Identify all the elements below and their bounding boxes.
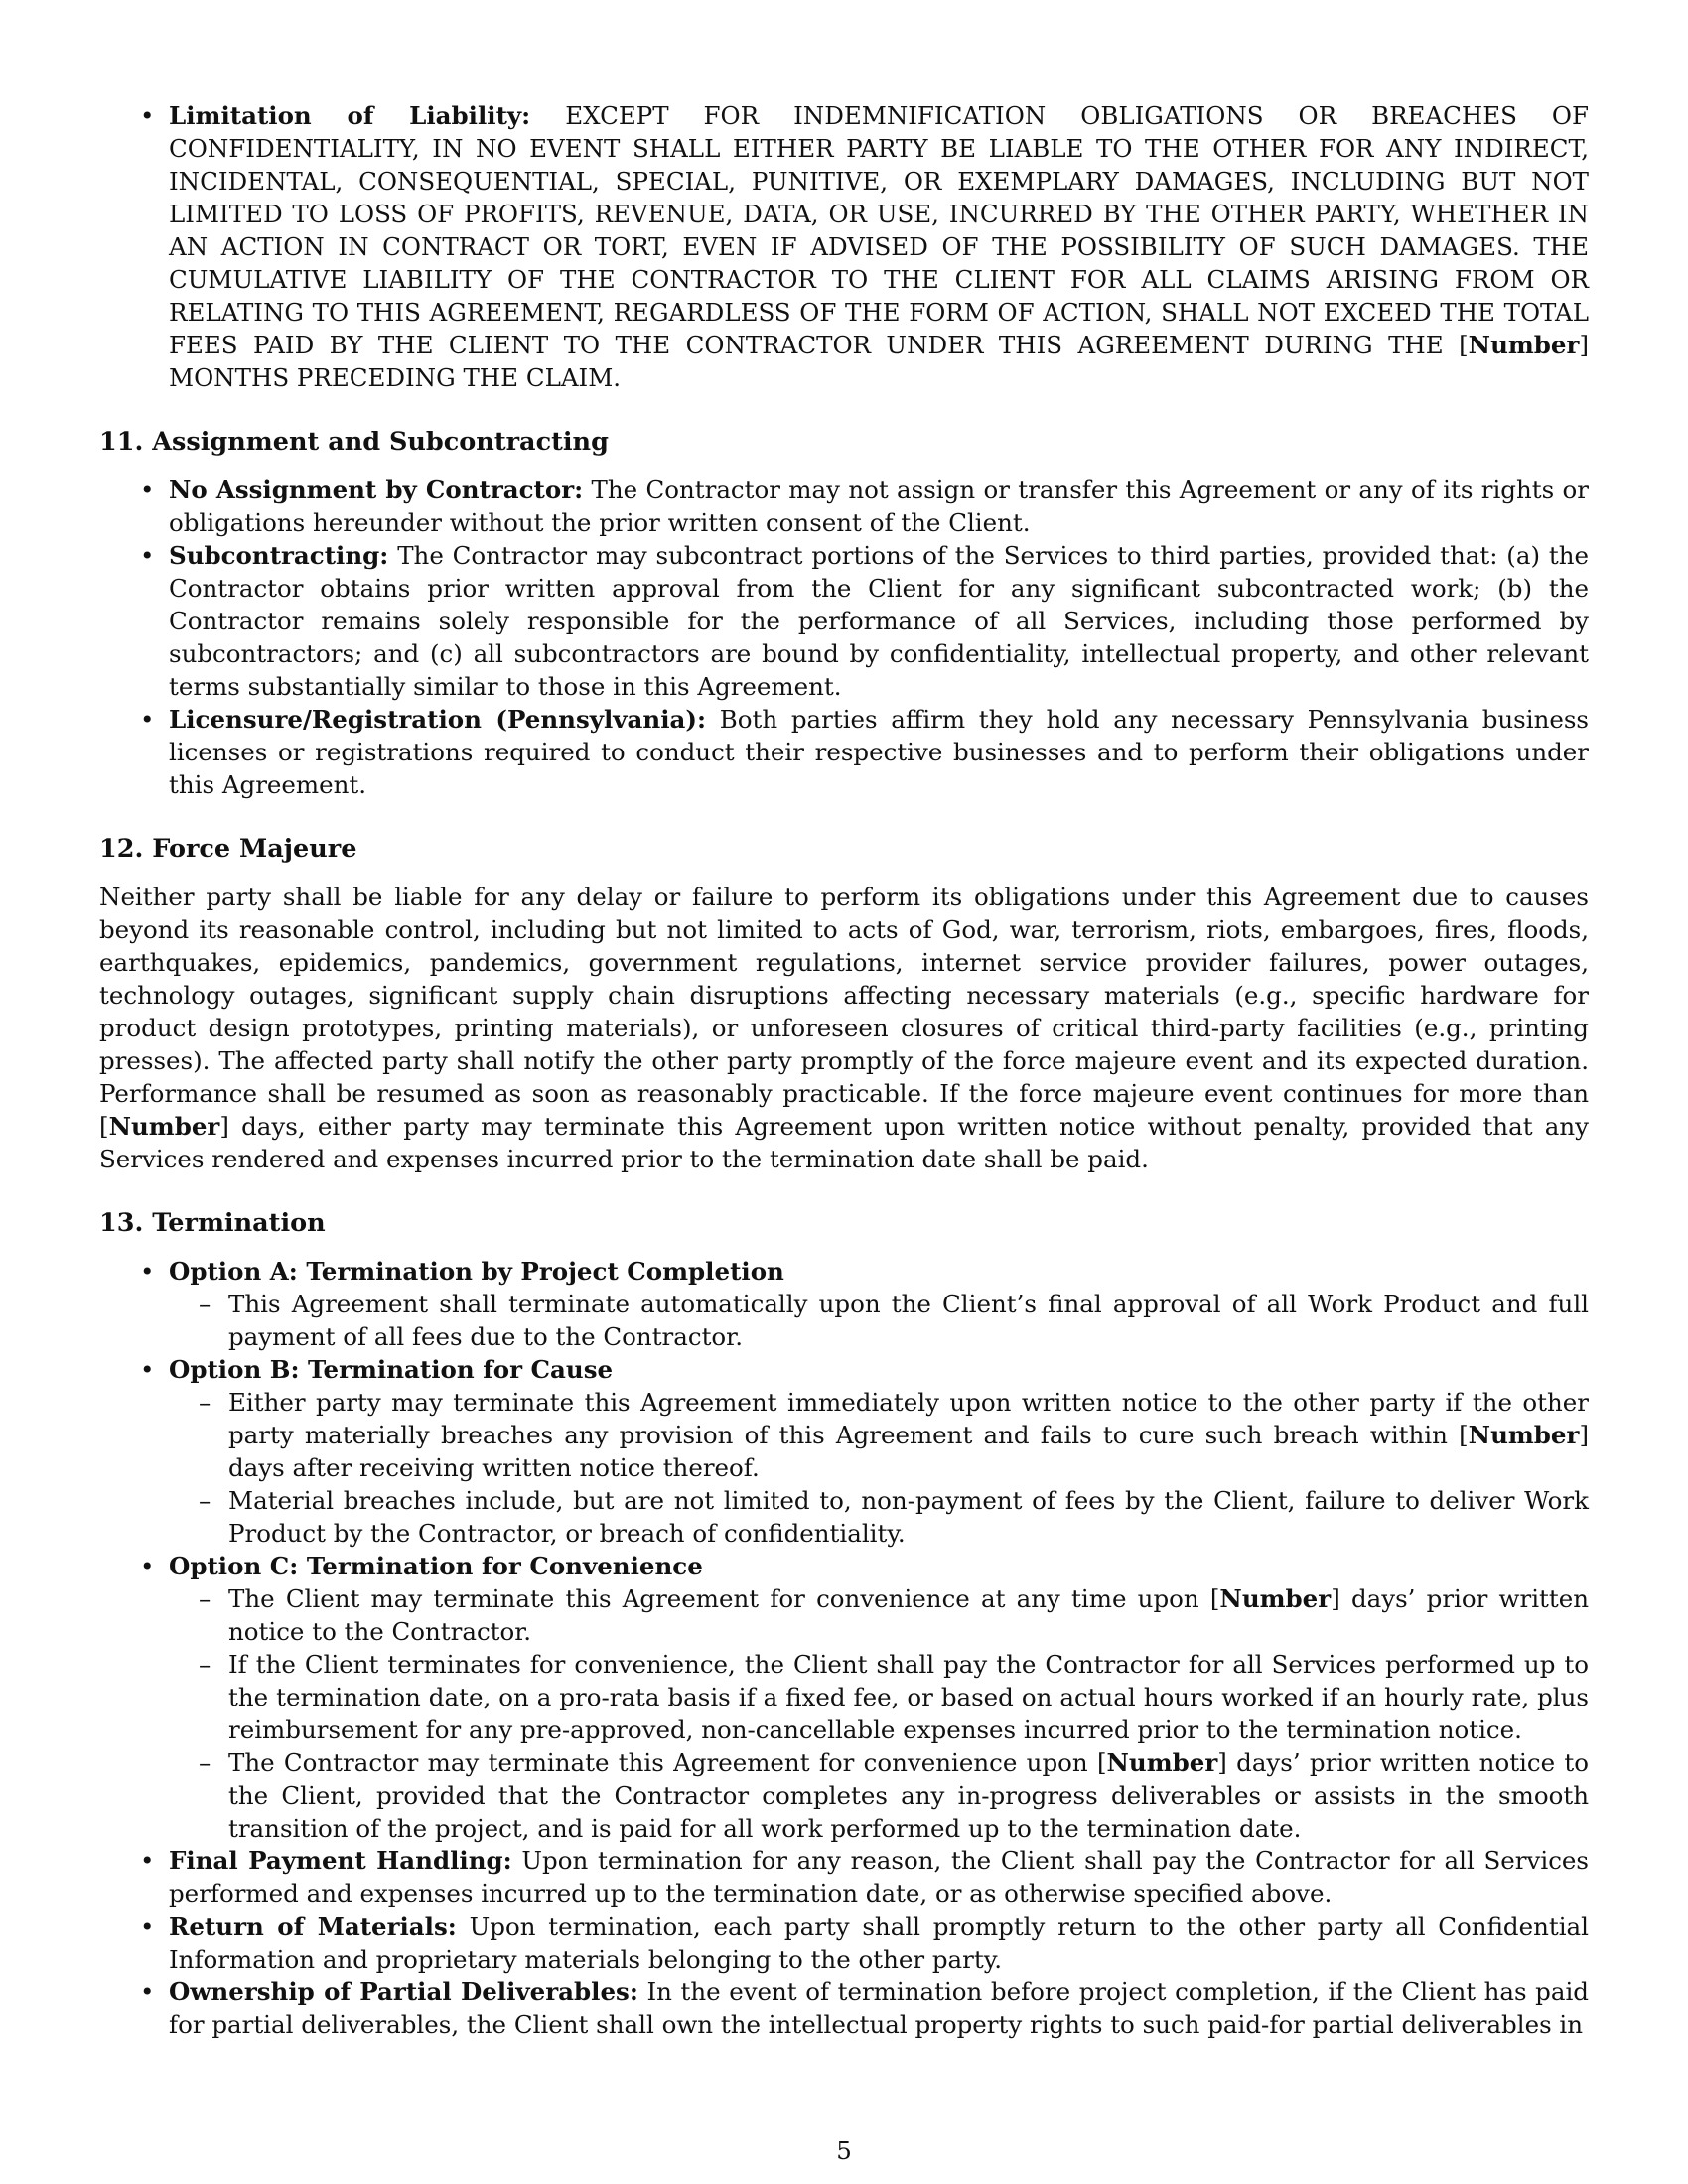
limitation-text: EXCEPT FOR INDEMNIFICATION OBLIGATIONS OR BREACHES OF CONFIDENTIALITY, IN NO EVENT SHALL EITHER PARTY BE LIABLE TO THE OTHER FOR ANY INDIRECT, INCIDENTAL, CONSEQUENTIAL, SPECIAL, PUNITIVE, OR EXEMPLARY DAMAGES, INCLUDING BUT NOT LIMITED TO LOSS OF PROFITS, REVENUE, DATA, OR USE, INCURRED BY THE OTHER PARTY, WHETHER IN AN ACTION IN CONTRACT OR TORT, EVEN IF ADVISED OF THE POSSIBILITY OF SUCH DAMAGES. THE CUMULATIVE LIABILITY OF THE CONTRACTOR TO THE CLIENT FOR ALL CLAIMS ARISING FROM OR RELATING TO THIS AGREEMENT, REGARDLESS OF THE FORM OF ACTION, SHALL NOT EXCEED THE TOTAL FEES PAID BY THE CLIENT TO THE CONTRACTOR UNDER THIS AGREEMENT DURING THE [ (169, 101, 1589, 359)
item-text: Upon termination, each party shall promptly return to the other party all Confidential Information and proprietary materials belonging to the other party. (169, 1912, 1590, 1974)
limitation-text-after: ] MONTHS PRECEDING THE CLAIM. (169, 331, 1589, 392)
item-text: Both parties affirm they hold any necessary Pennsylvania business licenses or registrations required to conduct their respective businesses and to perform their obligations under this Agreement. (169, 705, 1589, 799)
section-11-list (99, 474, 1589, 801)
list-item (169, 474, 1589, 539)
option-c-sublist (169, 1582, 1589, 1844)
limitation-placeholder: Number (1468, 331, 1580, 359)
sub-item (228, 1582, 1589, 1648)
force-majeure-text-after: ] days, either party may terminate this Agreement upon written notice without penalty, provided that any Services rendered and expenses incurred prior to the termination date shall be paid. (99, 1112, 1589, 1173)
item-text: The Contractor may subcontract portions of the Services to third parties, provided that: (a) the Contractor obtains prior written approval from the Client for any significant subcontracted work; (b) the Contractor remains solely responsible for the performance of all Services, including those performed by subcontractors; and (c) all subcontractors are bound by confidentiality, intellectual property, and other relevant terms substantially similar to those in this Agreement. (169, 541, 1589, 701)
limitation-label: Limitation of Liability: (169, 101, 531, 130)
option-b-label: Option B: Termination for Cause (169, 1355, 614, 1384)
ownership-item (169, 1976, 1589, 2041)
limitation-of-liability-item (169, 99, 1589, 394)
option-a-label: Option A: Termination by Project Completion (169, 1257, 784, 1286)
option-a-item (169, 1255, 1589, 1353)
sub-item-text-after: ] days after receiving written notice thereof. (228, 1421, 1589, 1482)
return-materials-item (169, 1910, 1589, 1976)
list-item (169, 539, 1589, 703)
sub-item-placeholder: Number (1468, 1421, 1580, 1449)
item-label: Return of Materials: (169, 1912, 457, 1941)
item-label: Licensure/Registration (Pennsylvania): (169, 705, 707, 734)
option-c-item (169, 1550, 1589, 1844)
sub-item-text-after: ] days’ prior written notice to the Client, provided that the Contractor completes any in-progress deliverables or assists in the smooth transition of the project, and is paid for all work performed up to the termination date. (228, 1748, 1589, 1843)
section-13-heading: 13. Termination (99, 1208, 326, 1238)
item-text: In the event of termination before project completion, if the Client has paid for partial deliverables, the Client shall own the intellectual property rights to such paid-for partial deliverables in (169, 1978, 1589, 2039)
sub-item-placeholder: Number (1106, 1748, 1218, 1777)
document-body (99, 99, 1589, 2041)
item-label: Final Payment Handling: (169, 1846, 512, 1875)
sub-item (228, 1746, 1589, 1844)
force-majeure-text: Neither party shall be liable for any delay or failure to perform its obligations under this Agreement due to causes beyond its reasonable control, including but not limited to acts of God, war, terrorism, riots, embargoes, fires, floods, earthquakes, epidemics, pandemics, government regulations, internet service provider failures, power outages, technology outages, significant supply chain disruptions affecting necessary materials (e.g., specific hardware for product design prototypes, printing materials), or unforeseen closures of critical third-party facilities (e.g., printing presses). The affected party shall notify the other party promptly of the force majeure event and its expected duration. Performance shall be resumed as soon as reasonably practicable. If the force majeure event continues for more than [ (99, 883, 1589, 1141)
sub-item-text: The Contractor may terminate this Agreement for convenience upon [ (228, 1748, 1107, 1777)
sub-item-text-after: ] days’ prior written notice to the Contractor. (228, 1584, 1590, 1646)
force-majeure-paragraph (99, 881, 1589, 1175)
sub-item-text: The Client may terminate this Agreement for convenience at any time upon [ (228, 1584, 1220, 1613)
section-13-list (99, 1255, 1589, 2041)
option-b-sublist (169, 1386, 1589, 1550)
option-c-label: Option C: Termination for Convenience (169, 1552, 703, 1580)
liability-list (99, 99, 1589, 394)
item-label: Subcontracting: (169, 541, 389, 570)
sub-item (228, 1386, 1589, 1484)
sub-item-placeholder: Number (1219, 1584, 1332, 1613)
section-12-heading: 12. Force Majeure (99, 834, 357, 864)
sub-item-text: Either party may terminate this Agreement immediately upon written notice to the other party if the other party materially breaches any provision of this Agreement and fails to cure such breach within [ (228, 1388, 1589, 1449)
list-item (169, 703, 1589, 801)
sub-item: – This Agreement shall terminate automatically upon the Client’s final approval of all Work Product and full payment of all fees due to the Contractor. (228, 1288, 1589, 1353)
item-label: No Assignment by Contractor: (169, 476, 584, 504)
section-11-heading: 11. Assignment and Subcontracting (99, 427, 609, 457)
page-number: 5 (836, 2136, 852, 2165)
sub-item: – If the Client terminates for convenience, the Client shall pay the Contractor for all Services performed up to the termination date, on a pro-rata basis if a fixed fee, or based on actual hours worked if an hourly rate, plus reimbursement for any pre-approved, non-cancellable expenses incurred prior to the termination notice. (228, 1648, 1589, 1746)
item-text: Upon termination for any reason, the Client shall pay the Contractor for all Services performed and expenses incurred up to the termination date, or as otherwise specified above. (169, 1846, 1589, 1908)
option-a-sublist (169, 1288, 1589, 1353)
final-payment-item (169, 1844, 1589, 1910)
item-label: Ownership of Partial Deliverables: (169, 1978, 638, 2006)
sub-item: – Material breaches include, but are not limited to, non-payment of fees by the Client, failure to deliver Work Product by the Contractor, or breach of confidentiality. (228, 1484, 1589, 1550)
option-b-item (169, 1353, 1589, 1550)
force-majeure-placeholder: Number (108, 1112, 220, 1141)
item-text: The Contractor may not assign or transfer this Agreement or any of its rights or obligations hereunder without the prior written consent of the Client. (169, 476, 1589, 537)
